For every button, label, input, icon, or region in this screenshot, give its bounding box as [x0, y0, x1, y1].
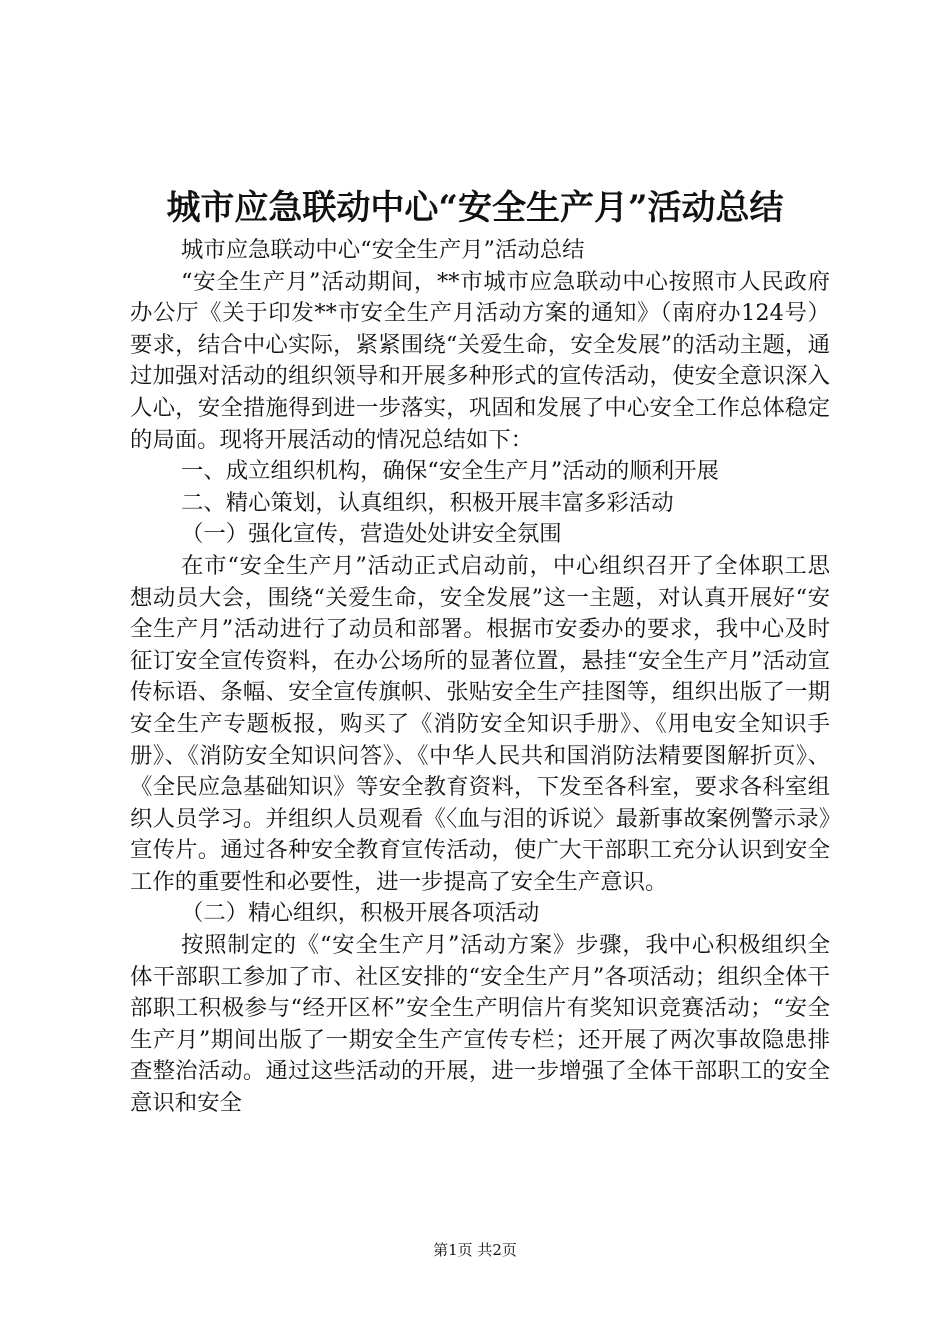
subsection-heading-2: （二）精心组织，积极开展各项活动 — [181, 900, 540, 927]
subtitle-paragraph: 城市应急联动中心“安全生产月”活动总结 — [181, 237, 585, 263]
document-title: 城市应急联动中心“安全生产月”活动总结 — [166, 188, 784, 228]
intro-paragraph: “安全生产月”活动期间，**市城市应急联动中心按照市人民政府办公厅《关于印发**市安全生产月活动方案的通知》（南府办124号）要求，结合中心实际，紧紧围绕“关爱生命，安全发展”的活动主题，通过加强对活动的组织领导和开展多种形式的宣传活动，使安全意识深入人心，安全措施得到进一步落实，巩固和发展了中心安全工作总体稳定的局面。现将开展活动的情况总结如下： — [130, 268, 830, 453]
body-paragraph-1: 在市“安全生产月”活动正式启动前，中心组织召开了全体职工思想动员大会，围绕“关爱生命，安全发展”这一主题，对认真开展好“安全生产月”活动进行了动员和部署。根据市安委办的要求，我中心及时征订安全宣传资料，在办公场所的显著位置，悬挂“安全生产月”活动宣传标语、条幅、安全宣传旗帜、张贴安全生产挂图等，组织出版了一期安全生产专题板报，购买了《消防安全知识手册》、《用电安全知识手册》、《消防安全知识问答》、《中华人民共和国消防法精要图解折页》、《全民应急基础知识》等安全教育资料，下发至各科室，要求各科室组织人员学习。并组织人员观看《〈血与泪的诉说〉最新事故案例警示录》宣传片。通过各种安全教育宣传活动，使广大干部职工充分认识到安全工作的重要性和必要性，进一步提高了安全生产意识。 — [130, 552, 830, 895]
page-number-footer: 第1页 共2页 — [433, 1241, 517, 1259]
subsection-heading-1: （一）强化宣传，营造处处讲安全氛围 — [181, 521, 562, 548]
section-heading-2: 二、精心策划，认真组织，积极开展丰富多彩活动 — [181, 489, 674, 516]
body-paragraph-2: 按照制定的《“安全生产月”活动方案》步骤，我中心积极组织全体干部职工参加了市、社区安排的“安全生产月”各项活动；组织全体干部职工积极参与“经开区杯”安全生产明信片有奖知识竞赛活动；“安全生产月”期间出版了一期安全生产宣传专栏；还开展了两次事故隐患排查整治活动。通过这些活动的开展，进一步增强了全体干部职工的安全意识和安全 — [130, 932, 830, 1117]
document-body — [130, 235, 830, 1120]
section-heading-1: 一、成立组织机构，确保“安全生产月”活动的顺利开展 — [181, 458, 719, 485]
